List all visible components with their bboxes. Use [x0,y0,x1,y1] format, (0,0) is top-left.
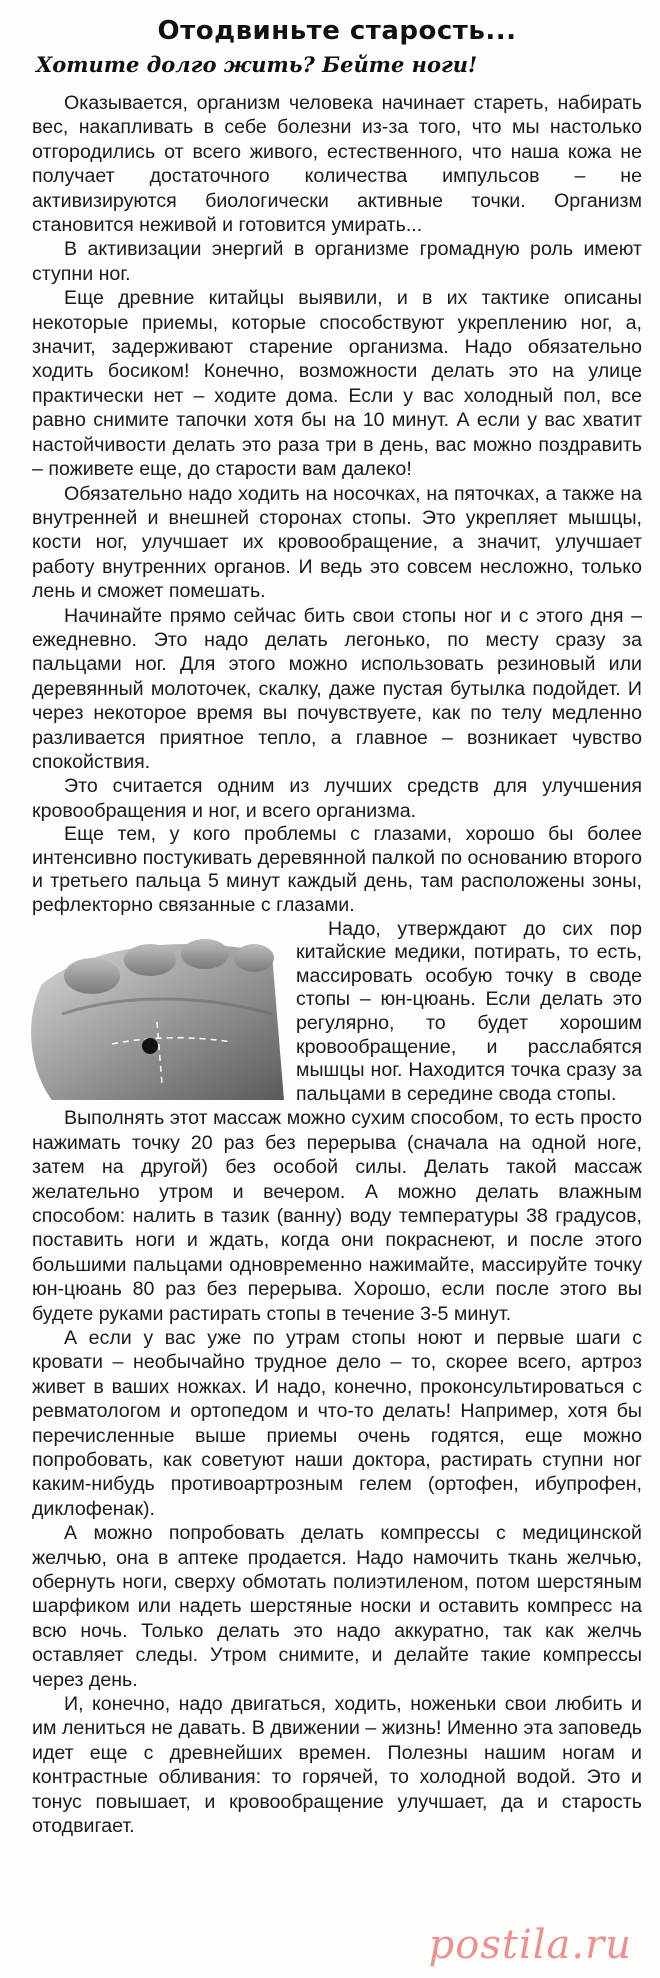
paragraph: Выполнять этот массаж можно сухим способом, то есть просто нажимать точку 20 раз без перерыва (сначала на одной ноге, затем на другой) без особой силы. Делать такой массаж желательно утром и вечером. А можно делать влажным способом: налить в тазик (ванну) воду температуры 38 градусов, поставить ноги и ждать, когда они покраснеют, и после этого большими пальцами одновременно нажимайте, массируйте точку юн-цюань 80 раз без перерыва. Хорошо, если после этого вы будете руками растирать стопы в течение 3-5 минут. [32,1107,642,1325]
paragraph: Надо, утверждают до сих пор китайские медики, потирать, то есть, массировать особую точку в своде стопы – юн-цюань. Если делать это регулярно, то будет хорошим кровообращение, и расслабятся мышцы ног. Находится точка сразу за пальцами в середине свода стопы. [296,917,642,1105]
article-title: Отодвиньте старость... [157,16,517,46]
paragraph: Начинайте прямо сейчас бить свои стопы ног и с этого дня – ежедневно. Это надо делать легонько, по месту сразу за пальцами ног. Для этого можно использовать резиновый или деревянный молоточек, скалку, даже пустая бутылка подойдет. И через некоторое время вы почувствуете, как по телу медленно разливается приятное тепло, а главное – возникает чувство спокойствия. [32,604,642,773]
paragraph: Еще древние китайцы выявили, и в их тактике описаны некоторые приемы, которые способствуют укреплению ног, а, значит, задерживают старение организма. Надо обязательно ходить босиком! Конечно, возможности делать это на улице практически нет – ходите дома. Если у вас холодный пол, все равно снимите тапочки хотя бы на 10 минут. А если у вас хватит настойчивости делать это раза три в день, вас можно поздравить – поживете еще, до старости вам далеко! [32,287,642,481]
watermark-logo: postila.ru [428,1922,632,1968]
paragraph: И, конечно, надо двигаться, ходить, ноженьки свои любить и им лениться не давать. В движении – жизнь! Именно эта заповедь идет еще с древнейших времен. Полезны нашим ногам и контрастные обливания: то горячей, то холодной водой. Это и тонус повышает, и кровообращение улучшает, да и старость отодвигает. [32,1693,642,1838]
paragraph: В активизации энергий в организме громадную роль имеют ступни ног. [32,238,642,285]
foot-sole-illustration [22,924,284,1100]
paragraph: Это считается одним из лучших средств для улучшения кровообращения и ног, и всего организма. [32,775,642,822]
paragraph: А если у вас уже по утрам стопы ноют и первые шаги с кровати – необычайно трудное дело – то, скорее всего, артроз живет в ваших ножках. И надо, конечно, проконсультироваться с ревматологом и ортопедом и что-то делать! Например, хотя бы перечисленные выше приемы очень годятся, еще можно попробовать, как советуют наши доктора, растирать ступни ног каким-нибудь противоартрозным гелем (ортофен, ибупрофен, диклофенак). [32,1326,642,1520]
article-subtitle: Хотите долго жить? Бейте ноги! [36,52,478,77]
paragraph: Оказывается, организм человека начинает стареть, набирать вес, накапливать в себе болезни из-за того, что мы настолько отгородились от всего живого, естественного, что наша кожа не получает достаточного количества импульсов – не активизируются биологически активные точки. Организм становится неживой и готовится умирать... [32,92,642,237]
paragraph: Обязательно надо ходить на носочках, на пяточках, а также на внутренней и внешней сторонах стопы. Это укрепляет мышцы, кости ног, улучшает их кровообращение, а значит, улучшает работу внутренних органов. И ведь это совсем несложно, только лень и сможет помешать. [32,482,642,603]
paragraph: Еще тем, у кого проблемы с глазами, хорошо бы более интенсивно постукивать деревянной палкой по основанию второго и третьего пальца 5 минут каждый день, там расположены зоны, рефлекторно связанные с глазами. [32,823,642,916]
paragraph: А можно попробовать делать компрессы с медицинской желчью, она в аптеке продается. Надо намочить ткань желчью, обернуть ноги, сверху обмотать полиэтиленом, потом шерстяным шарфиком или надеть шерстяные носки и оставить компресс на всю ночь. Только делать это надо аккуратно, так как желчь оставляет следы. Утром снимите, и делайте такие компрессы через день. [32,1522,642,1691]
foot-sole-icon [22,924,284,1100]
article-body [32,91,642,1839]
